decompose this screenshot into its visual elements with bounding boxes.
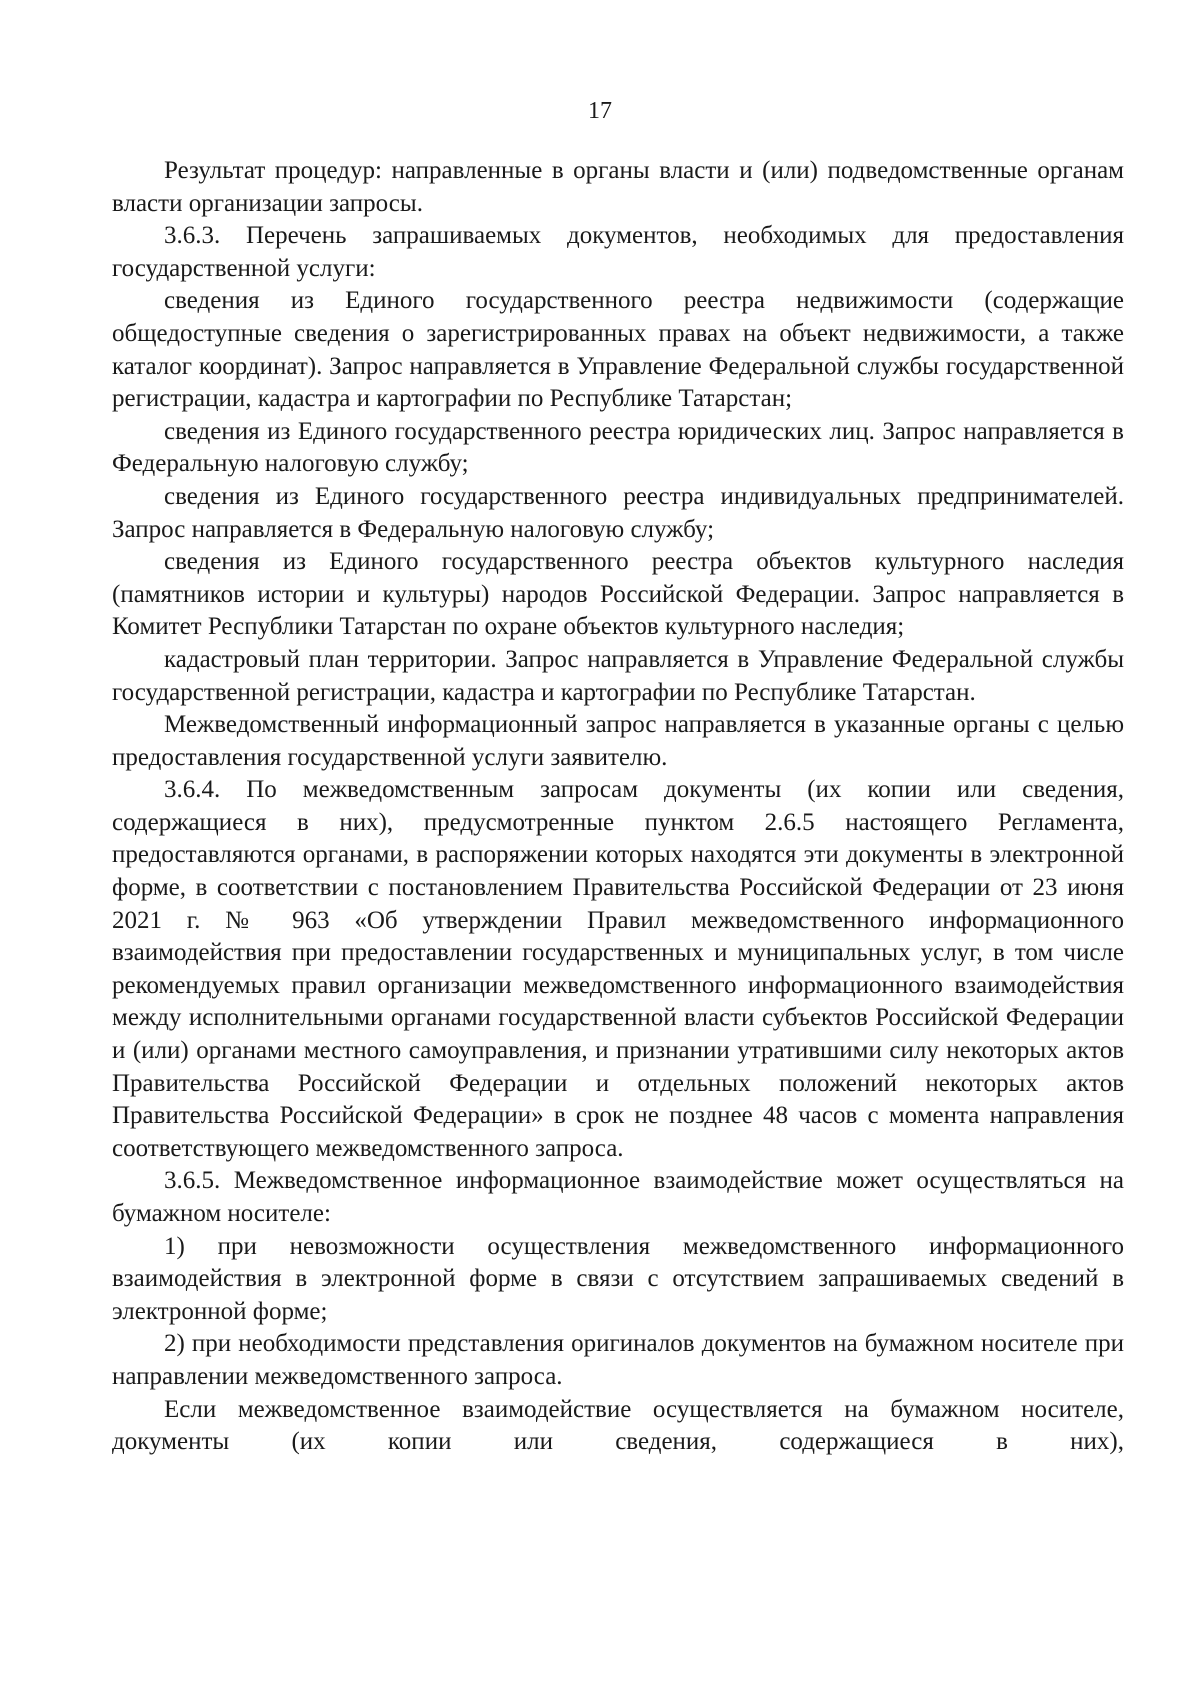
paragraph-item-2: 2) при необходимости представления оригиналов документов на бумажном носителе при направлении межведомственного запроса. [112, 1330, 1124, 1390]
paragraph-3-6-3: 3.6.3. Перечень запрашиваемых документов, необходимых для предоставления государственной услуги: [112, 222, 1124, 282]
document-body [112, 155, 1124, 1459]
paragraph-3-6-5: 3.6.5. Межведомственное информационное взаимодействие может осуществляться на бумажном носителе: [112, 1167, 1124, 1227]
paragraph-egrip: сведения из Единого государственного реестра индивидуальных предпринимателей. Запрос направляется в Федеральную налоговую службу; [112, 482, 1124, 543]
paragraph-cadastral-plan: кадастровый план территории. Запрос направляется в Управление Федеральной службы государственной регистрации, кадастра и картографии по Республике Татарстан. [112, 645, 1124, 706]
paragraph-interagency-request: Межведомственный информационный запрос направляется в указанные органы с целью предоставления государственной услуги заявителю. [112, 711, 1124, 771]
paragraph-paper-interaction: Если межведомственное взаимодействие осуществляется на бумажном носителе, документы (их копии или сведения, содержащиеся в них), [112, 1395, 1124, 1456]
page-number: 17 [588, 98, 612, 124]
paragraph-3-6-4: 3.6.4. По межведомственным запросам документы (их копии или сведения, содержащиеся в них), предусмотренные пунктом 2.6.5 настоящего Регламента, предоставляются органами, в распоряжении которых находятся эти документы в электронной форме, в соответствии с постановлением Правительства Российской Федерации от 23 июня 2021 г. № 963 «Об утверждении Правил межведомственного информационного взаимодействия при предоставлении государственных и муниципальных услуг, в том числе рекомендуемых правил организации межведомственного информационного взаимодействия между исполнительными органами государственной власти субъектов Российской Федерации и (или) органами местного самоуправления, и признании утратившими силу некоторых актов Правительства Российской Федерации и отдельных положений некоторых актов Правительства Российской Федерации» в срок не позднее 48 часов с момента направления соответствующего межведомственного запроса. [112, 776, 1124, 1162]
paragraph-item-1: 1) при невозможности осуществления межведомственного информационного взаимодействия в электронной форме в связи с отсутствием запрашиваемых сведений в электронной форме; [112, 1232, 1124, 1325]
paragraph-egrul: сведения из Единого государственного реестра юридических лиц. Запрос направляется в Федеральную налоговую службу; [112, 417, 1124, 478]
paragraph-procedure-result: Результат процедур: направленные в органы власти и (или) подведомственные органам власти организации запросы. [112, 157, 1124, 217]
paragraph-cultural-heritage: сведения из Единого государственного реестра объектов культурного наследия (памятников истории и культуры) народов Российской Федерации. Запрос направляется в Комитет Республики Татарстан по охране объектов культурного наследия; [112, 548, 1124, 641]
paragraph-egrn: сведения из Единого государственного реестра недвижимости (содержащие общедоступные сведения о зарегистрированных правах на объект недвижимости, а также каталог координат). Запрос направляется в Управление Федеральной службы государственной регистрации, кадастра и картографии по Республике Татарстан; [112, 287, 1124, 413]
